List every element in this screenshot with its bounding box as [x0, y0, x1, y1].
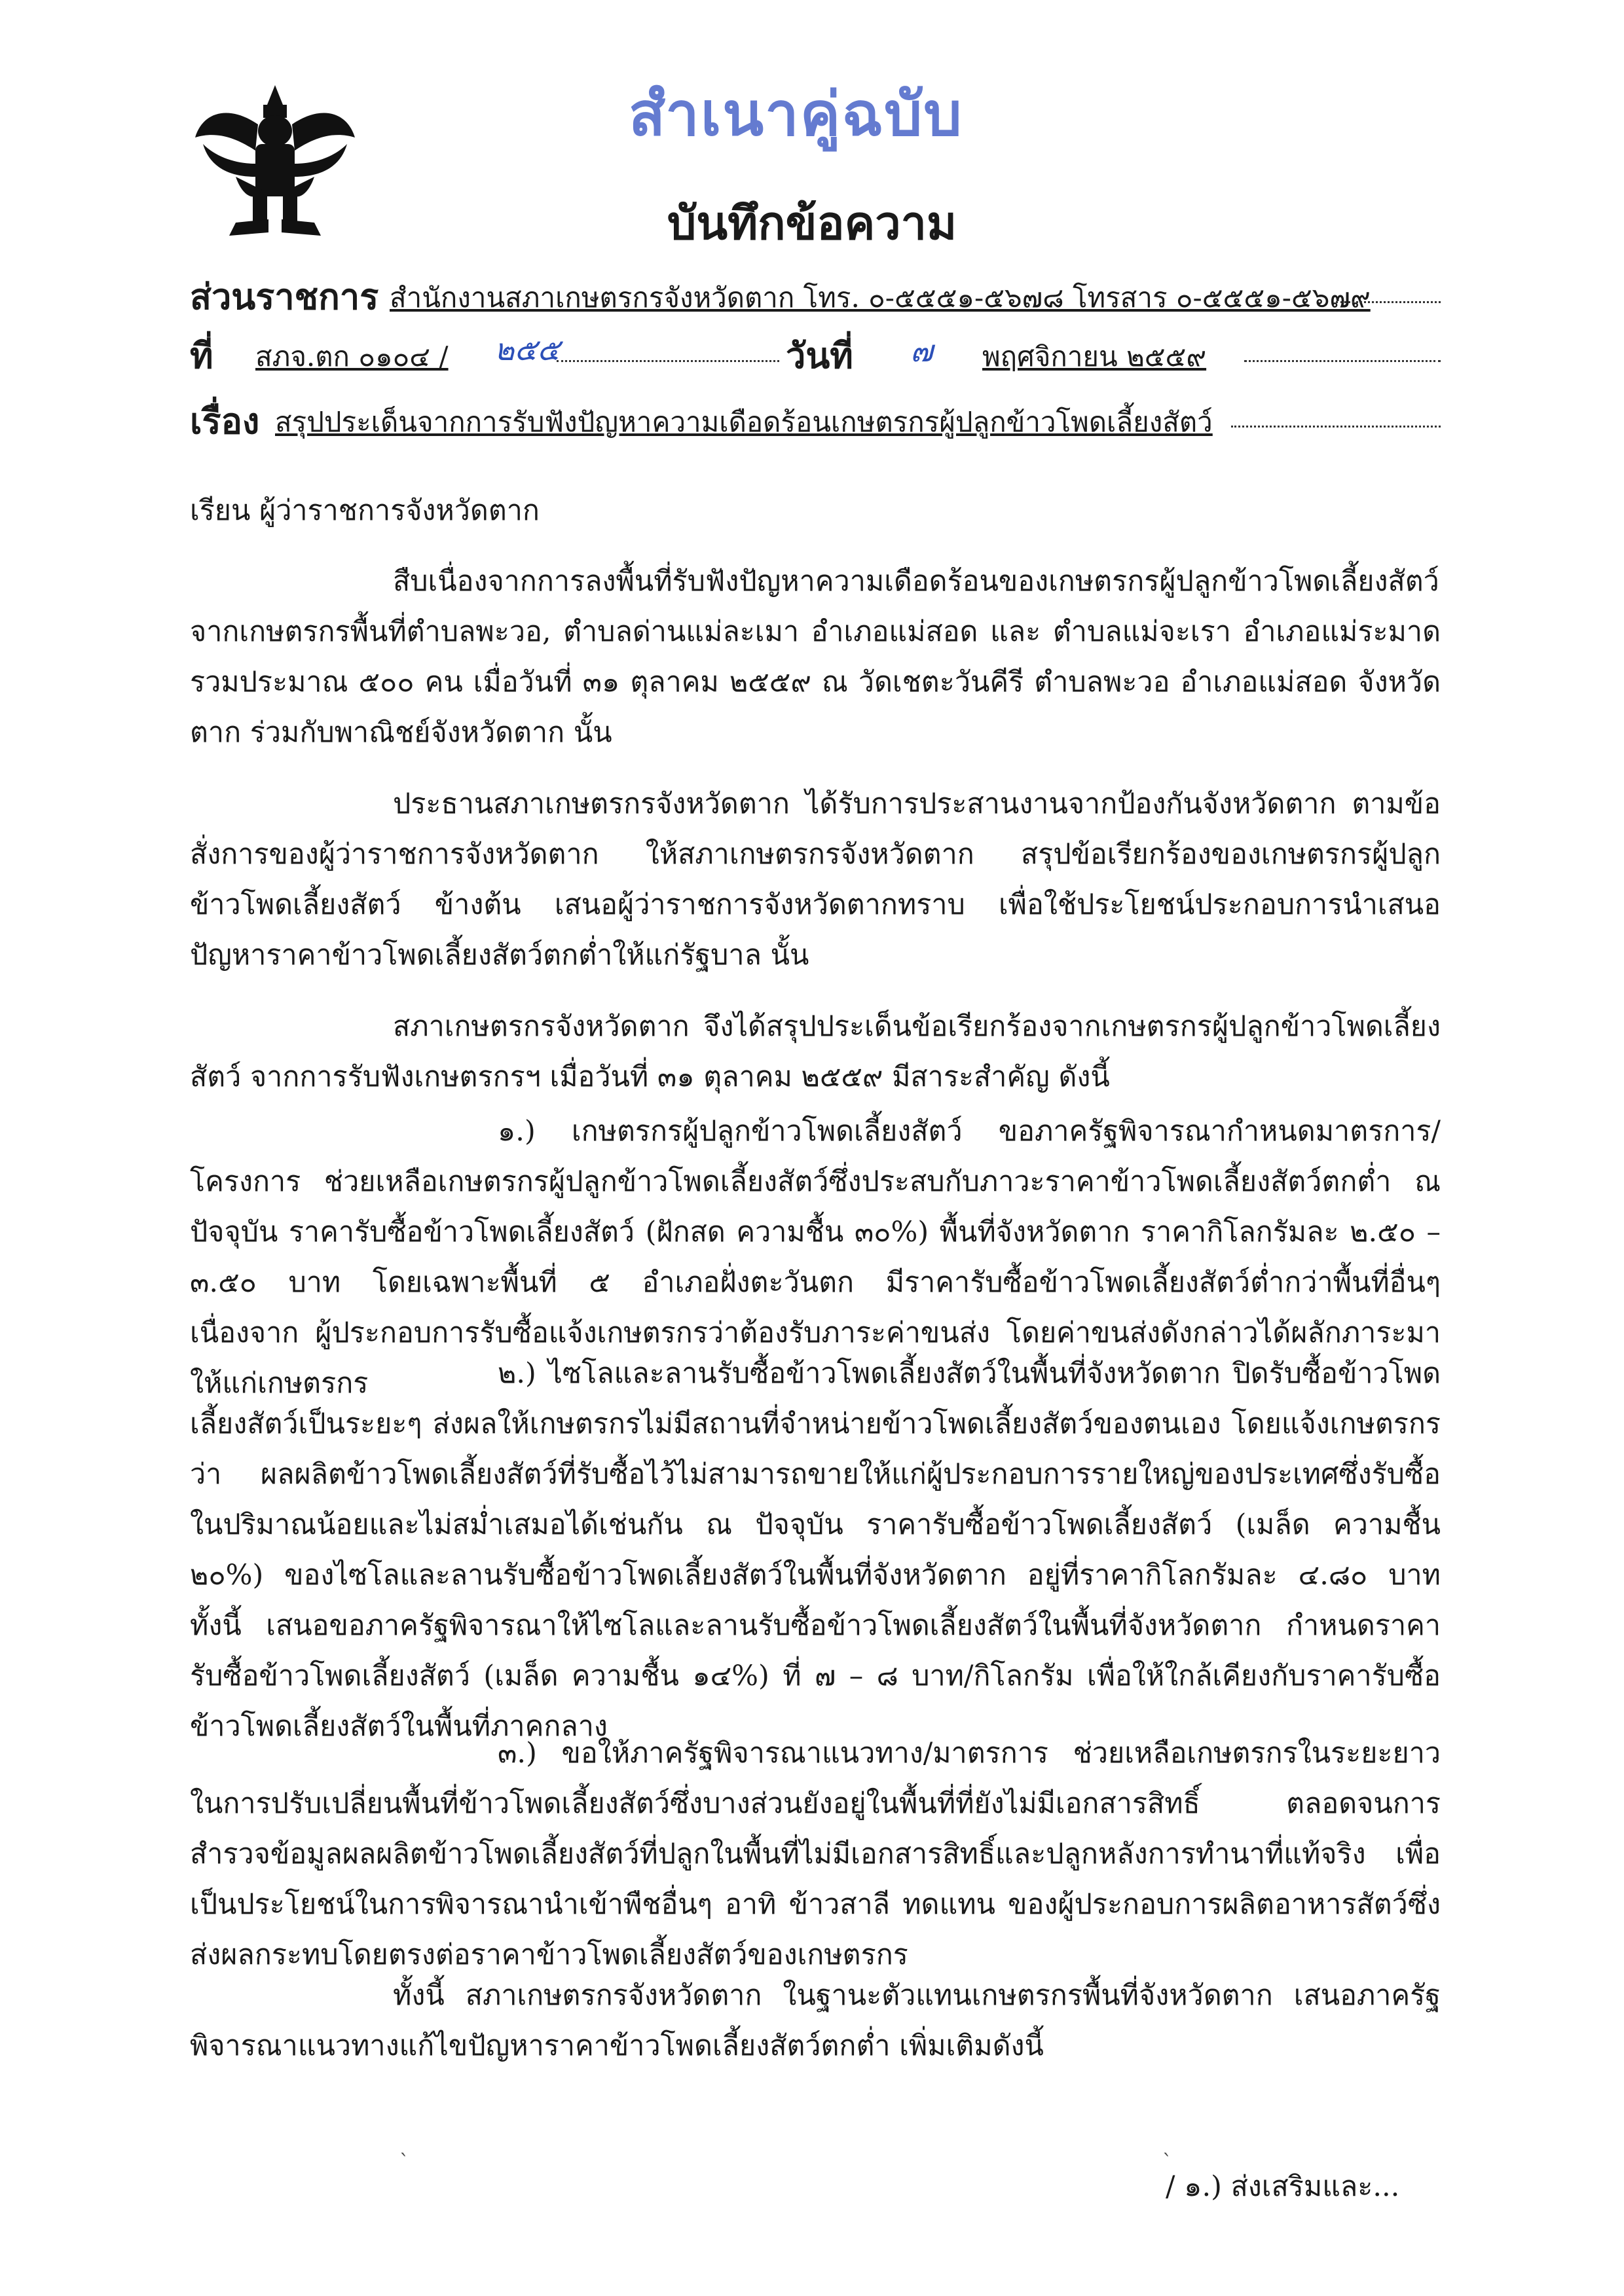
- agency-value: สำนักงานสภาเกษตรกรจังหวัดตาก โทร. ๐-๕๕๕๑-๕๖๗๘ โทรสาร ๐-๕๕๕๑-๕๖๗๙: [390, 282, 1371, 314]
- paragraph-2: ประธานสภาเกษตรกรจังหวัดตาก ได้รับการประสานงานจากป้องกันจังหวัดตาก ตามข้อสั่งการของผู้ว่าราชการจังหวัดตาก ให้สภาเกษตรกรจังหวัดตาก สรุปข้อเรียกร้องของเกษตรกรผู้ปลูกข้าวโพดเลี้ยงสัตว์ ข้างต้น เสนอผู้ว่าราชการจังหวัดตากทราบ เพื่อใช้ประโยชน์ประกอบการนำเสนอปัญหาราคาข้าวโพดเลี้ยงสัตว์ตกต่ำให้แก่รัฐบาล นั้น: [190, 788, 1441, 972]
- subject-label: เรื่อง: [190, 400, 260, 442]
- date-label: วันที่: [786, 335, 853, 376]
- item-2: ๒.) ไซโลและลานรับซื้อข้าวโพดเลี้ยงสัตว์ในพื้นที่จังหวัดตาก ปิดรับซื้อข้าวโพดเลี้ยงสัตว์เป็นระยะๆ ส่งผลให้เกษตรกรไม่มีสถานที่จำหน่ายข้าวโพดเลี้ยงสัตว์ของตนเอง โดยแจ้งเกษตรกรว่า ผลผลิตข้าวโพดเลี้ยงสัตว์ที่รับซื้อไว้ไม่สามารถขายให้แก่ผู้ประกอบการรายใหญ่ของประเทศซึ่งรับซื้อในปริมาณน้อยและไม่สม่ำเสมอได้เช่นกัน ณ ปัจจุบัน ราคารับซื้อข้าวโพดเลี้ยงสัตว์ (เมล็ด ความชื้น ๒๐%) ของไซโลและลานรับซื้อข้าวโพดเลี้ยงสัตว์ในพื้นที่จังหวัดตาก อยู่ที่ราคากิโลกรัมละ ๔.๘๐ บาท ทั้งนี้ เสนอขอภาครัฐพิจารณาให้ไซโลและลานรับซื้อข้าวโพดเลี้ยงสัตว์ในพื้นที่จังหวัดตาก กำหนดราคารับซื้อข้าวโพดเลี้ยงสัตว์ (เมล็ด ความชื้น ๑๔%) ที่ ๗ – ๘ บาท/กิโลกรัม เพื่อให้ใกล้เคียงกับราคารับซื้อข้าวโพดเลี้ยงสัตว์ในพื้นที่ภาคกลาง: [190, 1357, 1441, 1743]
- reference-value: สภจ.ตก ๐๑๐๔ /: [255, 340, 449, 373]
- paragraph-1: สืบเนื่องจากการลงพื้นที่รับฟังปัญหาความเดือดร้อนของเกษตรกรผู้ปลูกข้าวโพดเลี้ยงสัตว์ จากเกษตรกรพื้นที่ตำบลพะวอ, ตำบลด่านแม่ละเมา อำเภอแม่สอด และ ตำบลแม่จะเรา อำเภอแม่ระมาด รวมประมาณ ๕๐๐ คน เมื่อวันที่ ๓๑ ตุลาคม ๒๕๕๙ ณ วัดเชตะวันคีรี ตำบลพะวอ อำเภอแม่สอด จังหวัดตาก ร่วมกับพาณิชย์จังหวัดตาก นั้น: [190, 565, 1441, 749]
- reference-dotted-line: [557, 360, 779, 362]
- subject-value: สรุปประเด็นจากการรับฟังปัญหาความเดือดร้อนเกษตรกรผู้ปลูกข้าวโพดเลี้ยงสัตว์: [275, 406, 1213, 438]
- date-value: พฤศจิกายน ๒๕๕๙: [982, 340, 1207, 373]
- agency-label: ส่วนราชการ: [190, 276, 379, 318]
- item-1: ๑.) เกษตรกรผู้ปลูกข้าวโพดเลี้ยงสัตว์ ขอภาครัฐพิจารณากำหนดมาตรการ/โครงการ ช่วยเหลือเกษตรกรผู้ปลูกข้าวโพดเลี้ยงสัตว์ซึ่งประสบกับภาวะราคาข้าวโพดเลี้ยงสัตว์ตกต่ำ ณ ปัจจุบัน ราคารับซื้อข้าวโพดเลี้ยงสัตว์ (ฝักสด ความชื้น ๓๐%) พื้นที่จังหวัดตาก ราคากิโลกรัมละ ๒.๕๐ – ๓.๕๐ บาท โดยเฉพาะพื้นที่ ๕ อำเภอฝั่งตะวันตก มีราคารับซื้อข้าวโพดเลี้ยงสัตว์ต่ำกว่าพื้นที่อื่นๆ เนื่องจาก ผู้ประกอบการรับซื้อแจ้งเกษตรกรว่าต้องรับภาระค่าขนส่ง โดยค่าขนส่งดังกล่าวได้ผลักภาระมาให้แก่เกษตรกร: [190, 1115, 1441, 1400]
- agency-dotted-line: [1336, 301, 1441, 303]
- date-day-handwritten: ๗: [910, 333, 933, 369]
- continuation-marker: / ๑.) ส่งเสริมและ...: [1166, 2170, 1400, 2203]
- salutation: เรียน ผู้ว่าราชการจังหวัดตาก: [190, 494, 540, 527]
- page-mark-right: `: [1162, 2151, 1172, 2174]
- item-3: ๓.) ขอให้ภาครัฐพิจารณาแนวทาง/มาตรการ ช่วยเหลือเกษตรกรในระยะยาว ในการปรับเปลี่ยนพื้นที่ข้าวโพดเลี้ยงสัตว์ซึ่งบางส่วนยังอยู่ในพื้นที่ที่ยังไม่มีเอกสารสิทธิ์ ตลอดจนการสำรวจข้อมูลผลผลิตข้าวโพดเลี้ยงสัตว์ที่ปลูกในพื้นที่ไม่มีเอกสารสิทธิ์และปลูกหลังการทำนาที่แท้จริง เพื่อเป็นประโยชน์ในการพิจารณานำเข้าพืชอื่นๆ อาทิ ข้าวสาลี ทดแทน ของผู้ประกอบการผลิตอาหารสัตว์ซึ่งส่งผลกระทบโดยตรงต่อราคาข้าวโพดเลี้ยงสัตว์ของเกษตรกร: [190, 1737, 1441, 1971]
- paragraph-3: สภาเกษตรกรจังหวัดตาก จึงได้สรุปประเด็นข้อเรียกร้องจากเกษตรกรผู้ปลูกข้าวโพดเลี้ยงสัตว์ จากการรับฟังเกษตรกรฯ เมื่อวันที่ ๓๑ ตุลาคม ๒๕๕๙ มีสาระสำคัญ ดังนี้: [190, 1010, 1441, 1093]
- reference-handwritten: ๒๕๕: [494, 332, 560, 367]
- page-title: บันทึกข้อความ: [667, 196, 957, 250]
- closing-paragraph: ทั้งนี้ สภาเกษตรกรจังหวัดตาก ในฐานะตัวแทนเกษตรกรพื้นที่จังหวัดตาก เสนอภาครัฐพิจารณาแนวทางแก้ไขปัญหาราคาข้าวโพดเลี้ยงสัตว์ตกต่ำ เพิ่มเติมดังนี้: [190, 1979, 1441, 2062]
- page-mark-left: `: [399, 2151, 409, 2174]
- subject-dotted-line: [1231, 426, 1441, 428]
- reference-label: ที่: [190, 335, 213, 376]
- date-dotted-line: [1244, 360, 1441, 362]
- copy-stamp: สำเนาคู่ฉบับ: [629, 79, 963, 149]
